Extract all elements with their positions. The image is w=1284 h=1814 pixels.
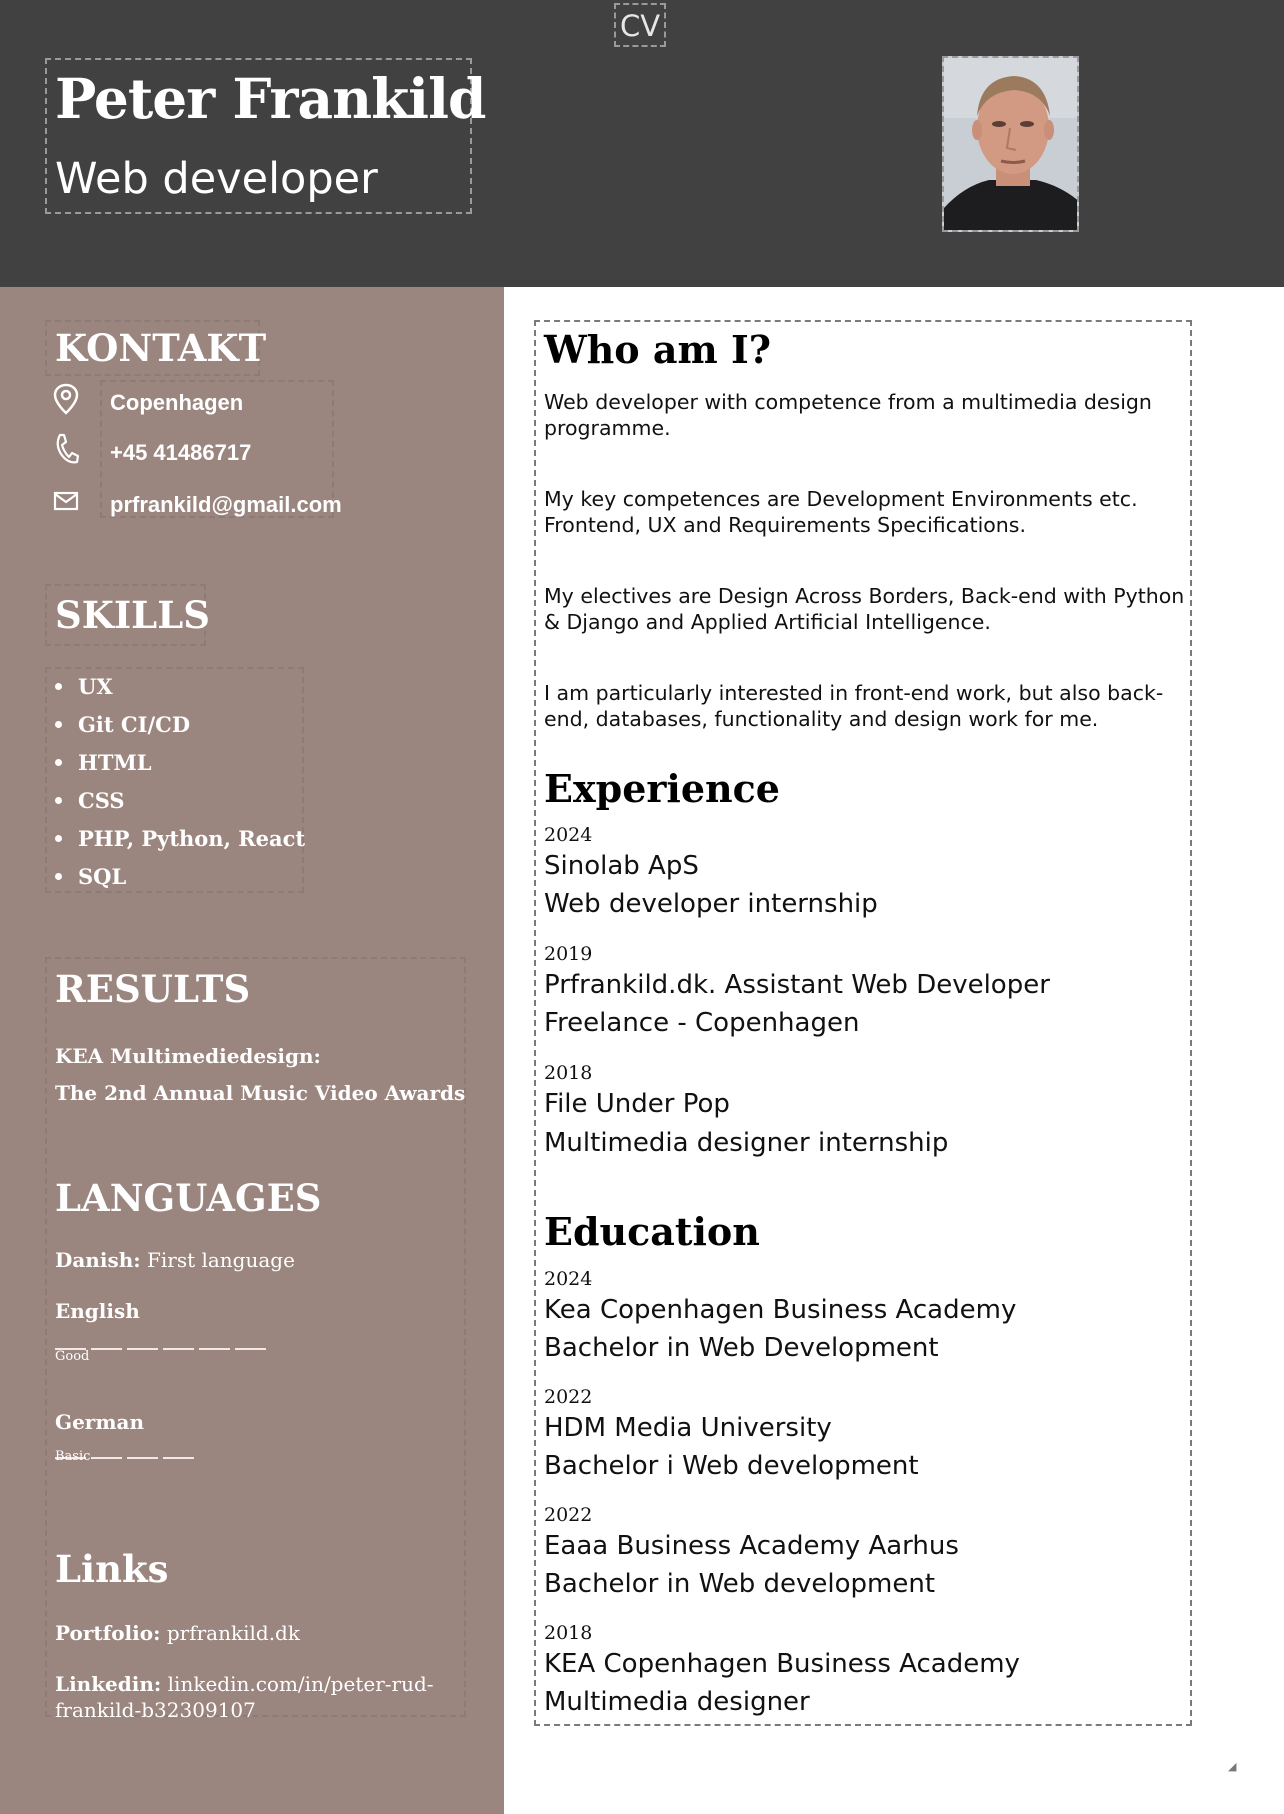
experience-company: Sinolab ApS xyxy=(544,851,699,881)
link-portfolio-label: Portfolio: xyxy=(55,1621,161,1645)
cv-header xyxy=(0,0,1284,287)
education-degree: Multimedia designer xyxy=(544,1687,810,1717)
list-item xyxy=(55,712,190,737)
education-school: Kea Copenhagen Business Academy xyxy=(544,1295,1017,1325)
language-english-meter xyxy=(55,1337,271,1339)
experience-year: 2019 xyxy=(544,943,593,965)
language-german-label: German xyxy=(55,1410,145,1434)
skills-heading-box xyxy=(45,584,210,646)
experience-role: Freelance - Copenhagen xyxy=(544,1008,860,1038)
language-german-meter xyxy=(55,1446,199,1448)
education-school: HDM Media University xyxy=(544,1413,832,1443)
bullet-icon xyxy=(55,721,62,728)
bullet-icon xyxy=(55,873,62,880)
cv-tag: CV xyxy=(614,3,666,47)
list-item xyxy=(55,750,151,775)
list-item xyxy=(55,674,113,699)
linkedin-link-continued[interactable]: frankild-b32309107 xyxy=(55,1698,256,1722)
skill-label: UX xyxy=(78,674,113,699)
contact-heading-box xyxy=(45,320,267,376)
about-heading: Who am I? xyxy=(544,327,771,372)
experience-year: 2024 xyxy=(544,824,593,846)
education-school: Eaaa Business Academy Aarhus xyxy=(544,1531,959,1561)
list-item xyxy=(55,788,125,813)
bullet-icon xyxy=(55,835,62,842)
contact-list xyxy=(100,380,342,518)
about-paragraph: Web developer with competence from a multimedia design programme. xyxy=(544,390,1152,440)
results-heading: RESULTS xyxy=(55,967,251,1011)
education-degree: Bachelor i Web development xyxy=(544,1451,919,1481)
sidebar xyxy=(0,287,504,1814)
skill-label: CSS xyxy=(78,788,125,813)
experience-company: File Under Pop xyxy=(544,1089,730,1119)
language-danish-label: Danish: xyxy=(55,1248,141,1272)
link-portfolio xyxy=(55,1621,300,1645)
linkedin-link[interactable]: linkedin.com/in/peter-rud- xyxy=(167,1672,434,1696)
experience-year: 2018 xyxy=(544,1062,593,1084)
contact-heading: KONTAKT xyxy=(55,326,267,370)
portrait-image xyxy=(944,58,1079,232)
education-year: 2024 xyxy=(544,1268,593,1290)
link-linkedin-label: Linkedin: xyxy=(55,1672,162,1696)
language-english-label: English xyxy=(55,1299,140,1323)
skill-label: Git CI/CD xyxy=(78,712,191,737)
contact-phone-link[interactable]: +45 41486717 xyxy=(110,440,252,465)
language-danish xyxy=(55,1248,295,1272)
job-title: Web developer xyxy=(55,154,378,204)
results-languages-links xyxy=(45,957,466,1722)
skills-list xyxy=(45,667,304,893)
mouse-cursor-icon: ◢ xyxy=(1228,1761,1237,1773)
education-heading: Education xyxy=(544,1209,760,1254)
contact-email-link[interactable]: prfrankild@gmail.com xyxy=(110,492,342,517)
bullet-icon xyxy=(55,759,62,766)
results-line-1: KEA Multimediedesign: xyxy=(55,1044,321,1068)
education-degree: Bachelor in Web development xyxy=(544,1569,936,1599)
bullet-icon xyxy=(55,683,62,690)
languages-heading: LANGUAGES xyxy=(55,1176,322,1220)
education-degree: Bachelor in Web Development xyxy=(544,1333,939,1363)
phone-icon xyxy=(52,432,80,466)
person-name: Peter Frankild xyxy=(55,66,486,131)
experience-role: Web developer internship xyxy=(544,889,878,919)
experience-heading: Experience xyxy=(544,766,780,811)
location-pin-icon xyxy=(52,382,80,416)
experience-company: Prfrankild.dk. Assistant Web Developer xyxy=(544,970,1050,1000)
language-english-level: Good xyxy=(55,1349,90,1364)
experience-role: Multimedia designer internship xyxy=(544,1128,949,1158)
skill-label: SQL xyxy=(78,864,127,889)
education-year: 2022 xyxy=(544,1386,593,1408)
skill-label: PHP, Python, React xyxy=(78,826,306,851)
name-block xyxy=(45,58,486,214)
profile-photo xyxy=(942,56,1079,232)
education-year: 2022 xyxy=(544,1504,593,1526)
link-linkedin xyxy=(55,1672,434,1696)
links-heading: Links xyxy=(55,1547,169,1591)
mail-icon xyxy=(52,489,80,513)
skill-label: HTML xyxy=(78,750,152,775)
contact-location: Copenhagen xyxy=(110,390,244,415)
about-paragraph: My electives are Design Across Borders, Back-end with Python & Django and Applied Artificial Intelligence. xyxy=(544,584,1185,634)
skills-heading: SKILLS xyxy=(55,593,210,637)
main-content xyxy=(534,320,1192,1726)
about-paragraph: I am particularly interested in front-end work, but also back-end, databases, functionality and design work for me. xyxy=(544,681,1164,731)
education-school: KEA Copenhagen Business Academy xyxy=(544,1649,1020,1679)
list-item xyxy=(55,826,305,851)
portfolio-link[interactable]: prfrankild.dk xyxy=(166,1621,300,1645)
list-item xyxy=(55,864,126,889)
language-german-level: Basic xyxy=(55,1449,91,1464)
bullet-icon xyxy=(55,797,62,804)
about-paragraph: My key competences are Development Environments etc. Frontend, UX and Requirements Specifications. xyxy=(544,487,1138,537)
results-line-2: The 2nd Annual Music Video Awards xyxy=(55,1081,466,1105)
language-danish-value: First language xyxy=(146,1248,295,1272)
education-year: 2018 xyxy=(544,1622,593,1644)
